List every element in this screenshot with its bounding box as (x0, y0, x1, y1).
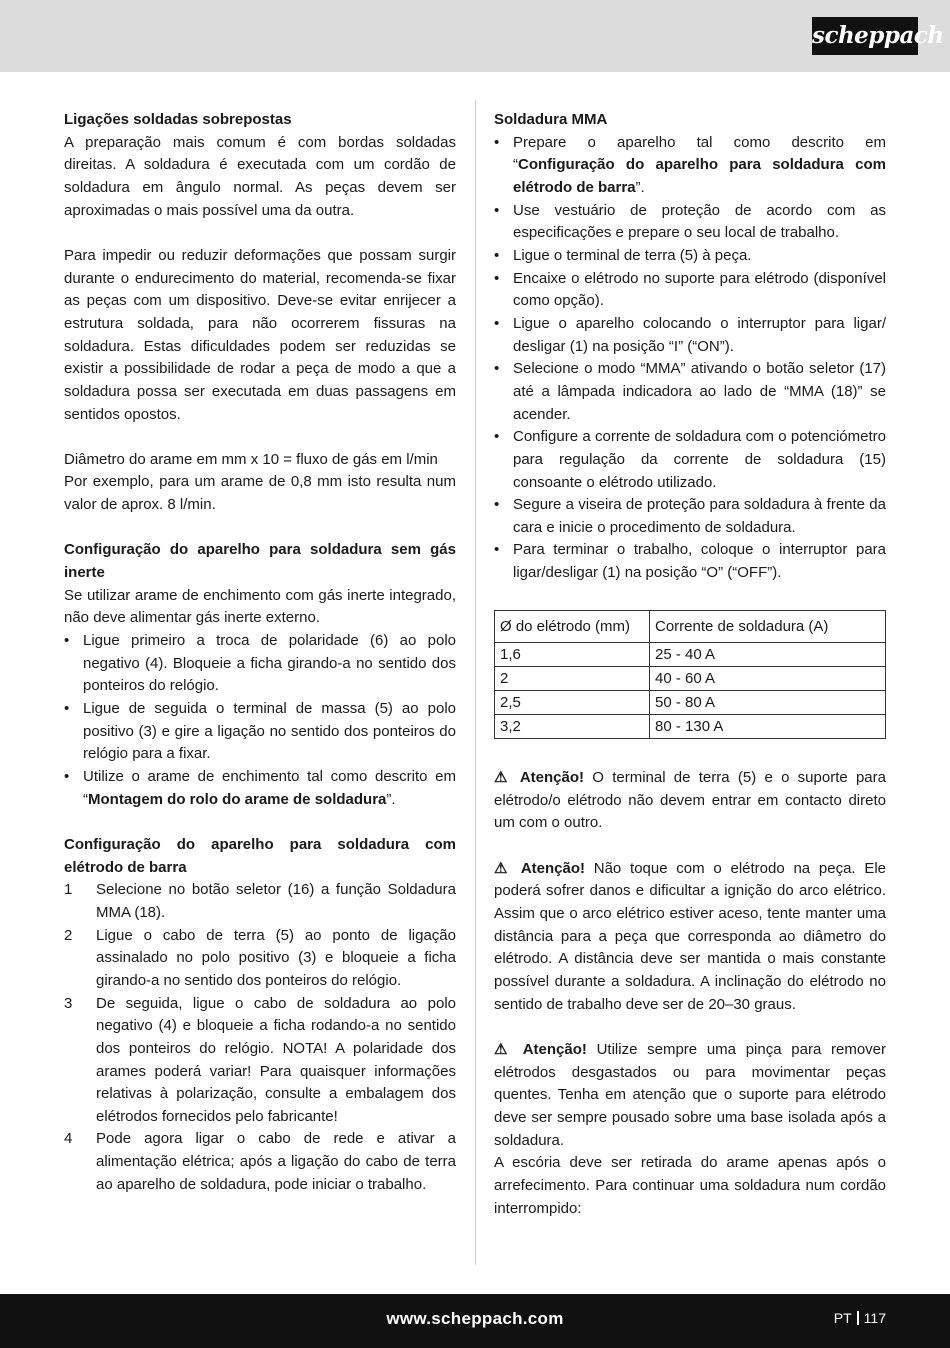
paragraph: Para impedir ou reduzir deformações que possam surgir durante o endurecimento do material, recomenda-se fixar as peças com um dispositivo. Deve-se evitar enrijecer a estrutura soldada, para não ocorrerem fissuras na soldadura. Estas dificuldades podem ser reduzidas se existir a possibilidade de rodar a peça de modo a que a soldadura possa ser executada em duas passagens em sentidos opostos. (64, 246, 456, 423)
list-item: • Ligue o aparelho colocando o interruptor para ligar/ desligar (1) na posição “I” (“ON”). (494, 314, 886, 355)
header-bar (0, 0, 950, 72)
table-header-cell: Ø do elétrodo (mm) (495, 611, 650, 643)
paragraph: A escória deve ser retirada do arame apenas após o arrefecimento. Para continuar uma soldadura num cordão interrompido: (494, 1154, 886, 1217)
footer-bar (0, 1294, 950, 1348)
numbered-list (64, 879, 456, 1196)
list-item: • Encaixe o elétrodo no suporte para elétrodo (disponível como opção). (494, 269, 886, 310)
table-row (495, 667, 886, 691)
list-item: • Use vestuário de proteção de acordo com as especificações e prepare o seu local de trabalho. (494, 201, 886, 242)
warning-paragraph: ⚠ Atenção! O terminal de terra (5) e o suporte para elétrodo/o elétrodo não devem entrar em contacto direto um com o outro. (494, 769, 886, 832)
warning-label: Atenção! (522, 1040, 587, 1058)
list-item: 1 Selecione no botão seletor (16) a função Soldadura MMA (18). (64, 881, 456, 921)
section-title: Configuração do aparelho para soldadura sem gás inerte (64, 541, 456, 582)
list-item: • Ligue de seguida o terminal de massa (5) ao polo positivo (3) e gire a ligação no sentido dos ponteiros do relógio para a fixar. (64, 700, 456, 763)
table-cell: 40 - 60 A (650, 667, 886, 691)
bullet-list (64, 630, 456, 811)
warning-label: Atenção! (519, 769, 584, 787)
warning-label: Atenção! (520, 859, 585, 877)
column-divider (475, 100, 476, 1265)
page-number: PT 117 (833, 1310, 886, 1326)
paragraph: A preparação mais comum é com bordas soldadas direitas. A soldadura é executada com um cordão de soldadura em ângulo normal. As peças devem ser aproximadas o mais possível uma da outra. (64, 133, 456, 219)
table-cell: 1,6 (495, 643, 650, 667)
table-header-row (495, 611, 886, 643)
list-item: • Utilize o arame de enchimento tal como descrito em “Montagem do rolo do arame de soldadura”. (64, 767, 456, 808)
section-title: Ligações soldadas sobrepostas (64, 111, 292, 128)
table-cell: 3,2 (495, 715, 650, 739)
table-cell: 25 - 40 A (650, 643, 886, 667)
section-title: Soldadura MMA (494, 111, 608, 128)
list-item: • Ligue o terminal de terra (5) à peça. (494, 246, 752, 264)
table-cell: 50 - 80 A (650, 691, 886, 715)
warning-icon: ⚠ (494, 1040, 513, 1058)
list-item: • Segure a viseira de proteção para soldadura à frente da cara e inicie o procedimento de soldadura. (494, 496, 886, 536)
list-item: 3 De seguida, ligue o cabo de soldadura ao polo negativo (4) e bloqueie a ficha rodando-a no sentido dos ponteiros do relógio. NOTA! A polaridade dos arames poderá variar! Para quaisquer informações relativas à polarização, consulte a embalagem dos elétrodos fornecidos pelo fabricante! (64, 994, 456, 1125)
list-item: • Configure a corrente de soldadura com o potenciómetro para regulação da corrente de soldadura (15) consoante o elétrodo utilizado. (494, 428, 886, 491)
right-column (494, 109, 886, 1220)
table-cell: 80 - 130 A (650, 715, 886, 739)
warning-paragraph: ⚠ Atenção! Não toque com o elétrodo na peça. Ele poderá sofrer danos e dificultar a ignição do arco elétrico. Assim que o arco elétrico estiver aceso, tente manter uma distância para a peça que corresponda ao diâmetro do elétrodo. A distância deve ser mantida o mais constante possível durante a soldadura. A inclinação do elétrodo no sentido de trabalho deve ser de 20–30 graus. (494, 859, 887, 1013)
table-cell: 2,5 (495, 691, 650, 715)
website-link[interactable]: www.scheppach.com (386, 1309, 564, 1328)
brand-logo: scheppach (812, 17, 918, 55)
list-item: • Prepare o aparelho tal como descrito em “Configuração do aparelho para soldadura com elétrodo de barra”. (494, 133, 886, 196)
list-item: • Ligue primeiro a troca de polaridade (6) ao polo negativo (4). Bloqueie a ficha girando-a no sentido dos ponteiros do relógio. (64, 632, 456, 695)
left-column (64, 109, 456, 1196)
list-item: 2 Ligue o cabo de terra (5) ao ponto de ligação assinalado no polo positivo (3) e bloqueie a ficha girando-a no sentido dos ponteiros do relógio. (64, 926, 456, 989)
list-item: 4 Pode agora ligar o cabo de rede e ativar a alimentação elétrica; após a ligação do cabo de terra ao aparelho de soldadura, pode iniciar o trabalho. (64, 1130, 456, 1193)
warning-paragraph: ⚠ Atenção! Utilize sempre uma pinça para remover elétrodos desgastados ou para movimentar peças quentes. Tenha em atenção que o suporte para elétrodo deve ser sempre pousado sobre uma base isolada após a soldadura. (494, 1040, 886, 1149)
paragraph: Se utilizar arame de enchimento com gás inerte integrado, não deve alimentar gás inerte externo. (64, 586, 456, 627)
table-cell: 2 (495, 667, 650, 691)
warning-icon: ⚠ (494, 859, 513, 877)
paragraph: Por exemplo, para um arame de 0,8 mm isto resulta num valor de aprox. 8 l/min. (64, 473, 456, 514)
table-row (495, 691, 886, 715)
list-item: • Para terminar o trabalho, coloque o interruptor para ligar/desligar (1) na posição “O” (“OFF”). (494, 541, 886, 582)
list-item: • Selecione o modo “MMA” ativando o botão seletor (17) até a lâmpada indicadora ao lado de “MMA (18)” se acender. (494, 360, 886, 423)
electrode-current-table (494, 610, 886, 739)
table-row (495, 643, 886, 667)
bullet-list (494, 132, 886, 585)
warning-icon: ⚠ (494, 769, 512, 787)
section-title: Configuração do aparelho para soldadura com elétrodo de barra (64, 835, 456, 876)
table-header-cell: Corrente de soldadura (A) (650, 611, 886, 643)
table-row (495, 715, 886, 739)
formula-text: Diâmetro do arame em mm x 10 = fluxo de gás em l/min (64, 450, 438, 468)
